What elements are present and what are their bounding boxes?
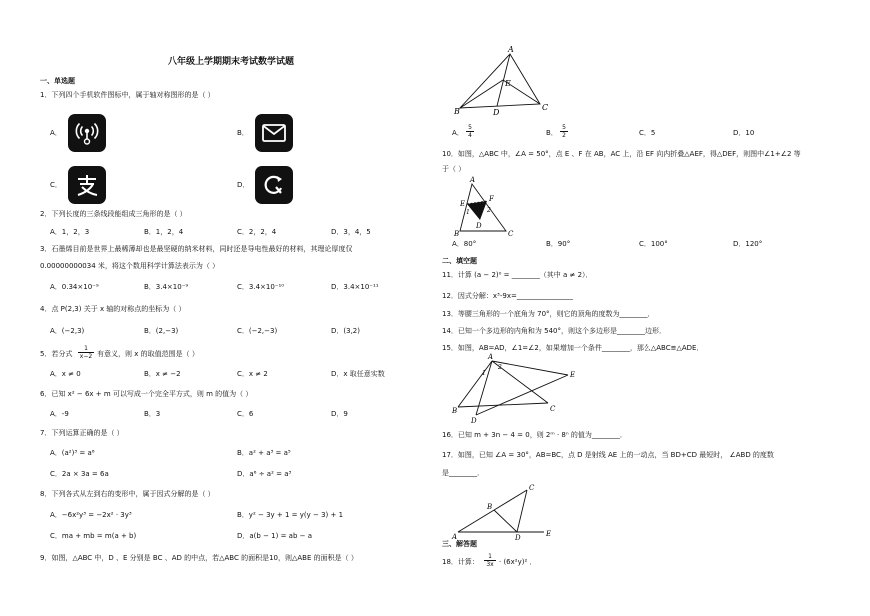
q9-option-b-prefix: B．	[546, 129, 558, 137]
q4-option-d: D．(3,2)	[331, 327, 360, 335]
q10-option-a: A．80°	[452, 240, 477, 248]
fig15-label-c: C	[550, 405, 556, 413]
fig17-label-b: B	[487, 503, 493, 511]
fig9-label-d: D	[493, 108, 500, 117]
section-single-choice: 一、单选题	[40, 77, 75, 85]
q5-fraction-denominator: x−2	[79, 353, 93, 360]
q1-option-a-label: A．	[50, 129, 62, 137]
q7-option-a: A．(a²)³ = a⁶	[50, 449, 95, 457]
fig15-label-a: A	[488, 353, 494, 361]
q9-option-a-fraction	[466, 124, 474, 139]
fig10-label-e: E	[460, 200, 466, 208]
q10-option-c: C．100°	[639, 240, 668, 248]
q8-option-d: D．a(b − 1) = ab − a	[237, 532, 313, 540]
fig17-label-c: C	[529, 484, 535, 492]
fig10-label-a: A	[470, 176, 476, 184]
q10-option-d: D．120°	[733, 240, 763, 248]
fig15-label-b: B	[452, 407, 458, 415]
q7-option-d: D．a⁶ ÷ a² = a³	[237, 470, 292, 478]
fig15-label-e: E	[570, 371, 576, 379]
q5-fraction-numerator: 1	[78, 345, 94, 353]
q2-option-d: D．3，4，5	[331, 228, 371, 236]
q18-fraction-denominator: 3x	[486, 561, 494, 568]
fig10-label-c: C	[508, 230, 514, 238]
q5-option-d: D．x 取任意实数	[331, 370, 385, 378]
q9-option-b-denominator: 2	[562, 132, 566, 139]
fig9-label-c: C	[542, 103, 549, 112]
q1-option-c-label: C．	[50, 181, 62, 189]
figure-q10-fold	[456, 176, 516, 236]
question-13: 13．等腰三角形的一个底角为 70°，则它的顶角的度数为________．	[442, 310, 655, 318]
q3-option-a: A．0.34×10⁻⁹	[50, 283, 99, 291]
question-3-stem: 3．石墨烯目前是世界上最稀薄却也是最坚硬的纳米材料，同时还是导电性最好的材料，其理论厚度仅	[40, 245, 353, 253]
q4-option-a: A．(−2,3)	[50, 327, 85, 335]
question-2-stem: 2．下列长度的三条线段能组成三角形的是（ ）	[40, 210, 187, 218]
q6-option-d: D．9	[331, 410, 348, 418]
q4-option-b: B．(2,−3)	[144, 327, 179, 335]
question-12: 12．因式分解：x³-9x=________________	[442, 292, 573, 300]
question-14: 14．已知一个多边形的内角和为 540°，则这个多边形是________边形．	[442, 327, 666, 335]
q8-option-b: B．y² − 3y + 1 = y(y − 3) + 1	[237, 511, 344, 519]
fig9-label-a: A	[508, 45, 514, 54]
q18-fraction	[484, 553, 496, 568]
question-8-stem: 8．下列各式从左到右的变形中，属于因式分解的是（ ）	[40, 490, 215, 498]
section-fill-in: 二、填空题	[442, 257, 477, 265]
wifi-signal-icon	[68, 114, 106, 152]
q9-option-c: C．5	[639, 129, 656, 137]
q7-option-b: B．a² + a³ = a⁵	[237, 449, 291, 457]
q6-option-c: C．6	[237, 410, 254, 418]
question-17-stem: 17．如图，已知 ∠A = 30°，AB=BC，点 D 是射线 AE 上的一动点，当 BD+CD 最短时， ∠ABD 的度数	[442, 451, 774, 459]
question-1-stem: 1．下列四个手机软件图标中，属于轴对称图形的是（ ）	[40, 91, 215, 99]
question-9-stem: 9．如图，△ABC 中，D 、E 分别是 BC 、AD 的中点，若△ABC 的面积是10，则△ABE 的面积是（ ）	[40, 554, 358, 562]
q9-option-a-denominator: 4	[468, 132, 472, 139]
q3-option-b: B．3.4×10⁻⁹	[144, 283, 189, 291]
figure-q9-triangle	[454, 46, 554, 118]
question-7-stem: 7．下列运算正确的是（ ）	[40, 429, 124, 437]
alipay-icon	[68, 166, 106, 204]
q5-option-c: C．x ≠ 2	[237, 370, 268, 378]
fig15-label-1: 1	[482, 370, 486, 377]
q9-option-a-numerator: 5	[466, 124, 474, 132]
q6-option-b: B．3	[144, 410, 161, 418]
question-6-stem: 6．已知 x² − 6x + m 可以写成一个完全平方式，则 m 的值为（ ）	[40, 390, 253, 398]
q4-option-c: C．(−2,−3)	[237, 327, 278, 335]
fig15-label-2: 2	[498, 364, 502, 371]
q7-option-c: C．2a × 3a = 6a	[50, 470, 109, 478]
figure-q17-ray	[452, 484, 562, 540]
question-5-stem-b: 有意义，则 x 的取值范围是（ ）	[97, 350, 199, 358]
page-title: 八年级上学期期末考试数学试题	[168, 57, 295, 67]
q9-option-b-fraction	[560, 124, 568, 139]
q8-option-a: A．−6x²y³ = −2x² · 3y³	[50, 511, 132, 519]
fig10-label-d: D	[476, 222, 482, 230]
q5-fraction	[78, 345, 94, 360]
q2-option-a: A．1，2，3	[50, 228, 90, 236]
q2-option-b: B．1，2，4	[144, 228, 184, 236]
question-3-stem-line2: 0.00000000034 米，将这个数用科学计算法表示为（ ）	[40, 262, 220, 270]
fig10-label-2: 2	[487, 207, 491, 214]
question-17-stem-line2: 是________．	[442, 469, 484, 477]
q3-option-c: C．3.4×10⁻¹⁰	[237, 283, 285, 291]
q6-option-a: A．-9	[50, 410, 69, 418]
mail-icon	[255, 114, 293, 152]
question-16: 16．已知 m + 3n − 4 = 0，则 2ᵐ · 8ⁿ 的值为________．	[442, 431, 627, 439]
section-solution: 三、解答题	[442, 540, 477, 548]
question-10-stem-line2: 于（ ）	[442, 165, 466, 173]
q3-option-d: D．3.4×10⁻¹¹	[331, 283, 379, 291]
fig9-label-e: E	[505, 79, 511, 88]
fig10-label-1: 1	[466, 209, 470, 216]
q10-option-b: B．90°	[546, 240, 571, 248]
q9-option-b-numerator: 5	[560, 124, 568, 132]
q5-option-a: A．x ≠ 0	[50, 370, 81, 378]
figure-q15-triangles	[452, 355, 592, 425]
fig17-label-d: D	[515, 534, 521, 542]
q2-option-c: C．2，2，4	[237, 228, 277, 236]
fig10-label-f: F	[489, 195, 494, 203]
question-15: 15．如图，AB=AD，∠1=∠2，如果增加一个条件________，那么△ABC≌△ADE．	[442, 344, 704, 352]
q8-option-c: C．ma + mb = m(a + b)	[50, 532, 137, 540]
q1-option-d-label: D．	[237, 181, 250, 189]
fig17-label-a: A	[452, 533, 458, 541]
q5-option-b: B．x ≠ −2	[144, 370, 181, 378]
fig15-label-d: D	[471, 417, 477, 425]
q9-option-a-prefix: A．	[452, 129, 464, 137]
fig9-label-b: B	[454, 107, 460, 116]
question-11: 11．计算 (a − 2)⁰ = ________（其中 a ≠ 2）．	[442, 271, 593, 279]
q9-option-d: D．10	[733, 129, 755, 137]
q18-fraction-numerator: 1	[484, 553, 496, 561]
question-5-stem-a: 5．若分式	[40, 350, 73, 358]
q1-option-b-label: B．	[237, 129, 249, 137]
fig10-label-b: B	[454, 230, 460, 238]
refresh-q-icon	[255, 166, 293, 204]
question-18-prefix: 18．计算：	[442, 558, 479, 566]
question-18-expression: · (6x²y)² ．	[499, 558, 537, 566]
fig17-label-e: E	[546, 530, 552, 538]
question-4-stem: 4．点 P(2,3) 关于 x 轴的对称点的坐标为（ ）	[40, 305, 186, 313]
question-10-stem: 10．如图，△ABC 中，∠A = 50°，点 E 、F 在 AB，AC 上，沿 EF 向内折叠△AEF，得△DEF，则图中∠1+∠2 等	[442, 150, 801, 158]
